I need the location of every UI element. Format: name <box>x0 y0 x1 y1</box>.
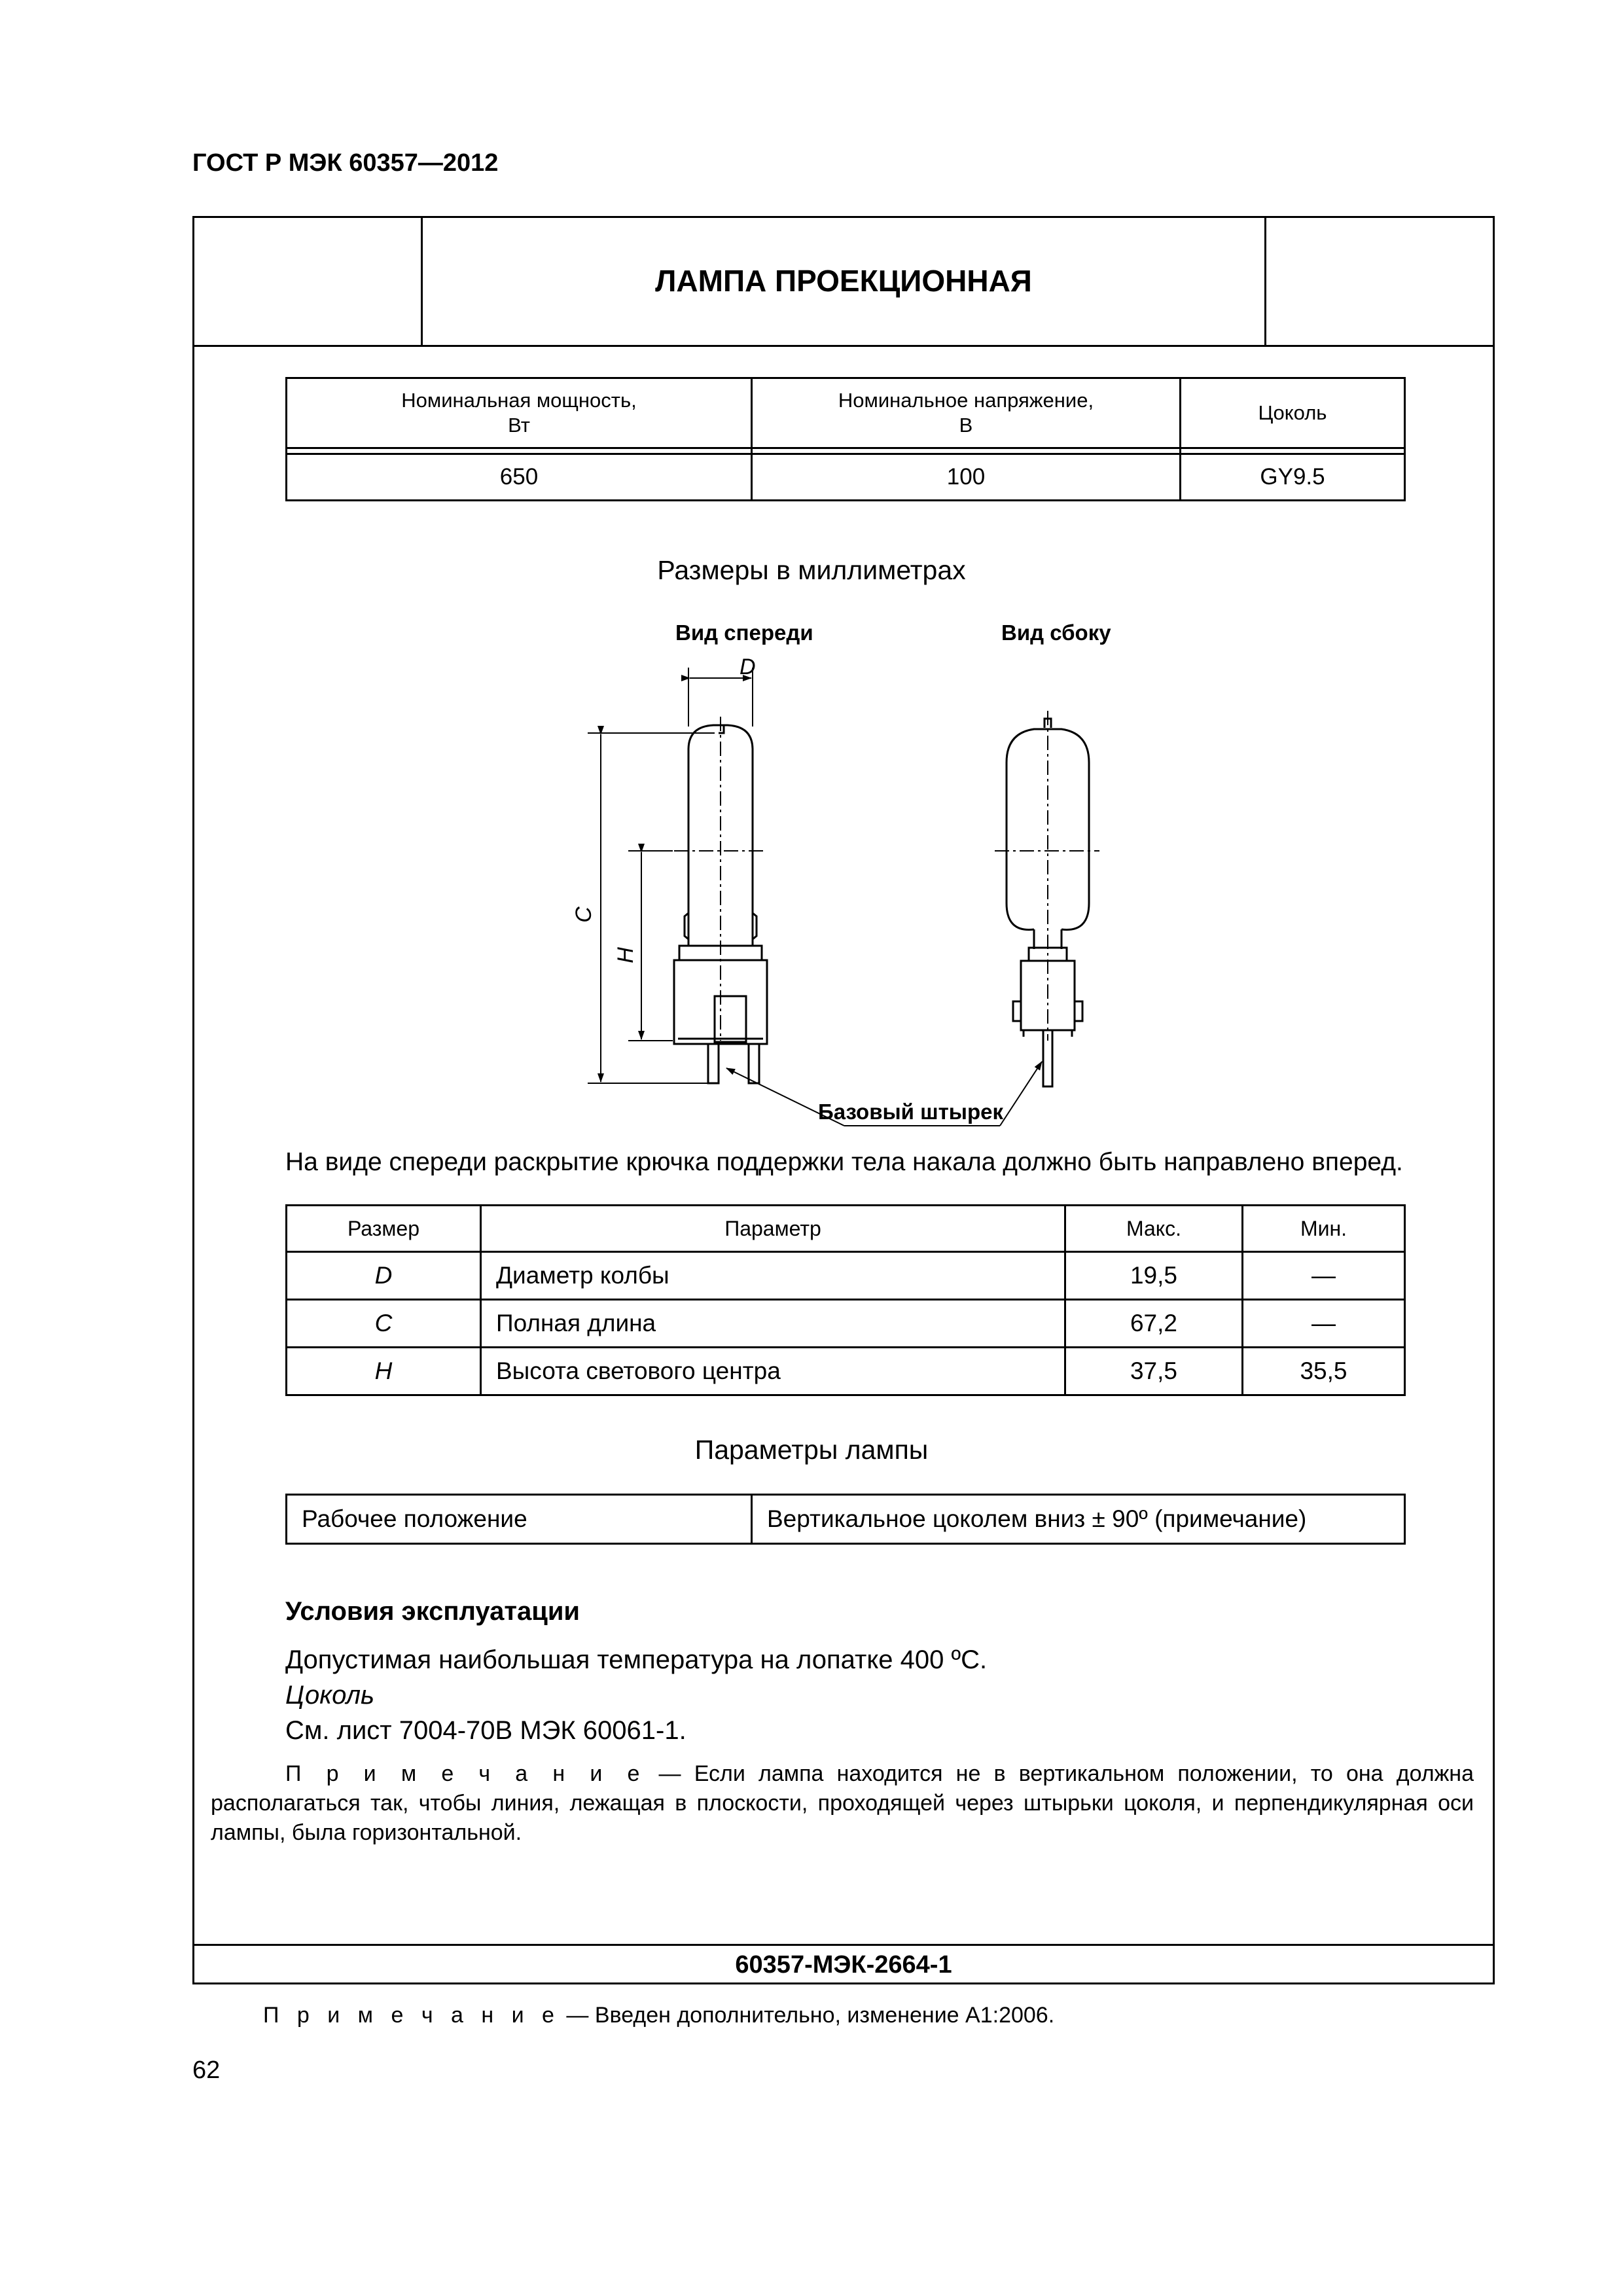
operating-position-value: Вертикальное цоколем вниз ± 90º (примечание) <box>752 1495 1405 1544</box>
document-header: ГОСТ Р МЭК 60357—2012 <box>192 149 499 177</box>
row-parameter: Диаметр колбы <box>481 1252 1065 1300</box>
row-max: 19,5 <box>1065 1252 1243 1300</box>
col-size: Размер <box>287 1206 481 1252</box>
voltage-unit: В <box>959 414 973 437</box>
title-left-cell <box>192 216 423 345</box>
col-max: Макс. <box>1065 1206 1243 1252</box>
cap-header: Цоколь <box>1181 378 1405 448</box>
side-view-axis <box>995 711 1099 1041</box>
sheet-title: ЛАМПА ПРОЕКЦИОННАЯ <box>655 263 1032 298</box>
conditions-cap-reference: См. лист 7004-70В МЭК 60061-1. <box>285 1716 687 1745</box>
voltage-header <box>752 378 1181 448</box>
conditions-temperature: Допустимая наибольшая температура на лопатке 400 ºC. <box>285 1645 988 1674</box>
lamp-drawing <box>563 648 1139 1132</box>
row-parameter: Полная длина <box>481 1300 1065 1348</box>
page-number: 62 <box>192 2056 221 2084</box>
side-view-label: Вид сбоку <box>1001 620 1111 645</box>
dimension-d-label: D <box>740 655 756 679</box>
table-row <box>287 1252 1405 1300</box>
ratings-table <box>285 377 1406 501</box>
power-header <box>287 378 752 448</box>
table-row <box>287 1300 1405 1348</box>
power-header-label: Номинальная мощность, <box>401 389 637 412</box>
row-max: 67,2 <box>1065 1300 1243 1348</box>
lamp-params-caption: Параметры лампы <box>694 1435 929 1465</box>
power-unit: Вт <box>508 414 530 437</box>
power-value: 650 <box>287 454 752 501</box>
table-row <box>287 1348 1405 1395</box>
front-dimension-lines <box>588 668 753 1083</box>
row-max: 37,5 <box>1065 1348 1243 1395</box>
dimensions-caption: Размеры в миллиметрах <box>657 555 966 585</box>
dimension-h-label: H <box>613 947 638 963</box>
bottom-note <box>263 2003 1054 2028</box>
col-parameter: Параметр <box>481 1206 1065 1252</box>
note-lead: П р и м е ч а н и е <box>285 1761 646 1786</box>
pin-label: Базовый штырек <box>818 1100 1004 1124</box>
note-text: — Если лампа находится не в вертикальном положении, то она должна располагаться так, чтобы линия, лежащая в плоскости, проходящей через штырьки цоколя, и перпендикулярная оси лампы, была горизонтальной. <box>211 1761 1474 1845</box>
front-view-note: На виде спереди раскрытие крючка поддержки тела накала должно быть направлено вперед. <box>285 1148 1403 1176</box>
note-paragraph <box>211 1759 1474 1848</box>
bottom-note-text: — Введен дополнительно, изменение А1:2006. <box>560 2003 1055 2028</box>
col-min: Мин. <box>1243 1206 1405 1252</box>
row-min: — <box>1243 1252 1405 1300</box>
dimensions-table <box>285 1204 1406 1396</box>
cap-value: GY9.5 <box>1181 454 1405 501</box>
conditions-cap-heading: Цоколь <box>285 1681 375 1710</box>
sheet-code: 60357-МЭК-2664-1 <box>192 1944 1495 1984</box>
row-symbol: D <box>287 1252 481 1300</box>
front-view-label: Вид спереди <box>675 620 813 645</box>
voltage-value: 100 <box>752 454 1181 501</box>
sheet-title-row <box>192 216 1495 347</box>
bottom-note-lead: П р и м е ч а н и е <box>263 2003 560 2028</box>
operating-position-label: Рабочее положение <box>287 1495 752 1544</box>
row-symbol: C <box>287 1300 481 1348</box>
row-min: — <box>1243 1300 1405 1348</box>
row-min: 35,5 <box>1243 1348 1405 1395</box>
row-parameter: Высота светового центра <box>481 1348 1065 1395</box>
row-symbol: H <box>287 1348 481 1395</box>
dimension-c-label: C <box>571 906 596 923</box>
voltage-header-label: Номинальное напряжение, <box>838 389 1094 412</box>
title-right-cell <box>1264 216 1495 345</box>
conditions-title: Условия эксплуатации <box>285 1597 580 1626</box>
lamp-params-table <box>285 1494 1406 1545</box>
